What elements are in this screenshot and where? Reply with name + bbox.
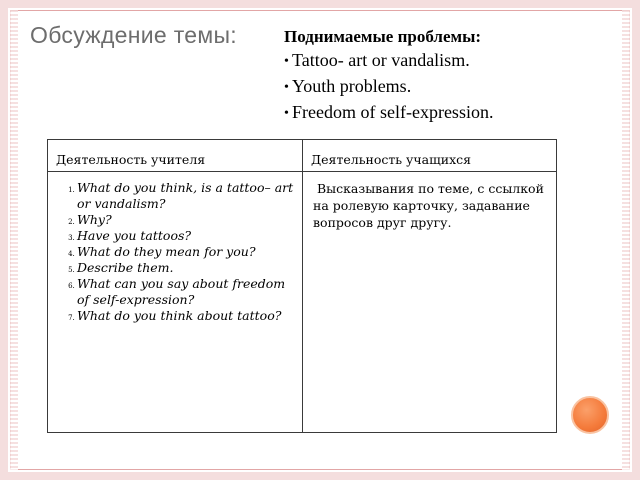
teacher-question: 5. Describe them. (77, 260, 294, 276)
table-row (48, 172, 557, 433)
teacher-question: 6. What can you say about freedom of self-expression? (77, 276, 294, 308)
problem-item-text: Tattoo- art or vandalism. (292, 50, 470, 70)
table-header-row (48, 140, 557, 172)
students-column-header: Деятельность учащихся (303, 140, 557, 172)
frame-decoration-right (622, 10, 630, 470)
slide-title: Обсуждение темы: (30, 22, 237, 48)
problem-item (284, 48, 614, 74)
frame-decoration-left (10, 10, 18, 470)
teacher-question: 7. What do you think about tattoo? (77, 308, 294, 324)
problem-item (284, 100, 614, 126)
activity-table (47, 139, 557, 433)
teacher-questions-list (56, 180, 294, 324)
problems-list (284, 48, 614, 126)
orange-circle-icon[interactable] (571, 396, 609, 434)
problem-item-text: Freedom of self-expression. (292, 102, 494, 122)
problems-block (284, 26, 614, 126)
teacher-question: 1. What do you think, is a tattoo– art or vandalism? (77, 180, 294, 212)
bullet-icon: • (284, 106, 289, 121)
teacher-question: 4. What do they mean for you? (77, 244, 294, 260)
students-activity-text: Высказывания по теме, с ссылкой на ролевую карточку, задавание вопросов друг другу. (313, 181, 548, 230)
teacher-activity-cell (48, 172, 303, 433)
problem-item-text: Youth problems. (292, 76, 412, 96)
bullet-icon: • (284, 80, 289, 95)
bullet-icon: • (284, 54, 289, 69)
students-activity-cell (303, 172, 557, 433)
teacher-question: 2. Why? (77, 212, 294, 228)
problems-heading: Поднимаемые проблемы: (284, 27, 482, 46)
teacher-column-header: Деятельность учителя (48, 140, 303, 172)
teacher-question: 3. Have you tattoos? (77, 228, 294, 244)
problem-item (284, 74, 614, 100)
